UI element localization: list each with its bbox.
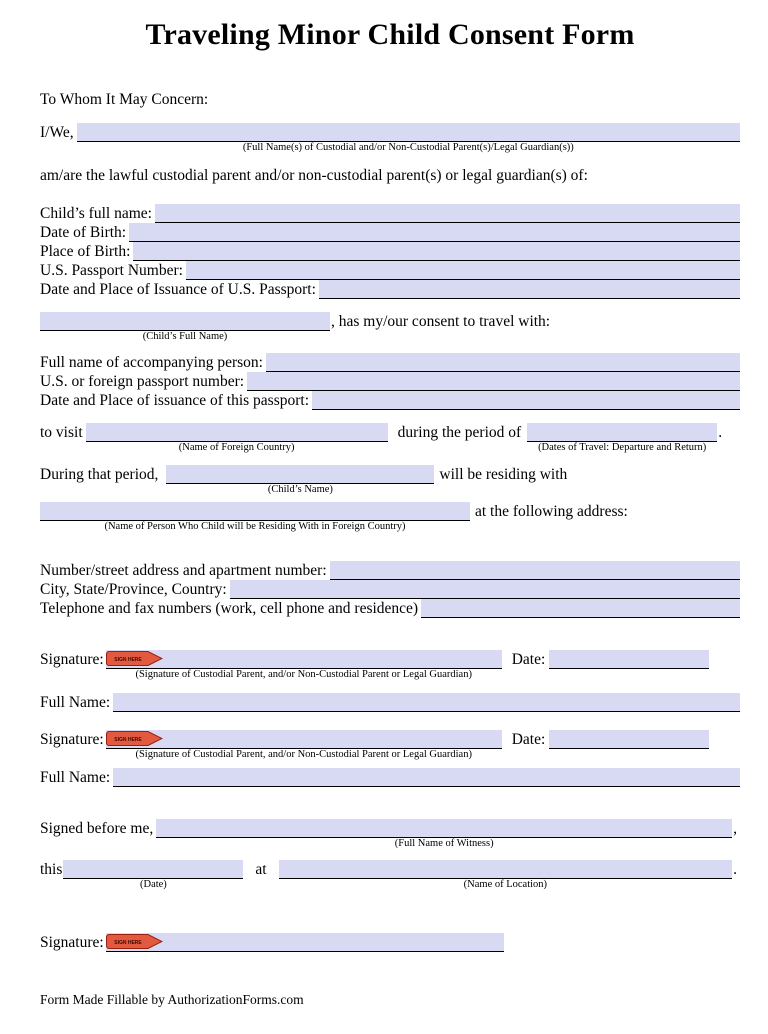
accompanying-block bbox=[40, 353, 740, 410]
signature-row-1 bbox=[40, 650, 740, 680]
dob-row bbox=[40, 223, 740, 242]
pob-field[interactable] bbox=[133, 242, 740, 261]
passport-number-label: U.S. Passport Number: bbox=[40, 262, 183, 279]
footer-credit: Form Made Fillable by AuthorizationForms.com bbox=[40, 992, 304, 1007]
address-block bbox=[40, 561, 740, 618]
full-name-field-1[interactable] bbox=[113, 693, 740, 712]
consent-row bbox=[40, 312, 740, 342]
parent-name-row bbox=[40, 123, 740, 153]
residing-suffix: will be residing with bbox=[439, 466, 568, 483]
accompanying-passport-label: U.S. or foreign passport number: bbox=[40, 373, 245, 390]
final-signature-field[interactable] bbox=[106, 933, 504, 952]
accompanying-name-row bbox=[40, 353, 740, 372]
full-name-field-2[interactable] bbox=[113, 768, 740, 787]
telephone-row bbox=[40, 599, 740, 618]
travel-dates-field[interactable] bbox=[527, 423, 717, 453]
to-visit-label: to visit bbox=[40, 424, 83, 441]
street-address-label: Number/street address and apartment number: bbox=[40, 562, 327, 579]
residing-person-row bbox=[40, 502, 740, 532]
telephone-field[interactable] bbox=[421, 599, 740, 618]
sign-here-tab-1[interactable] bbox=[106, 651, 163, 666]
location-period: . bbox=[733, 861, 737, 878]
during-that-period-label: During that period, bbox=[40, 466, 159, 483]
witness-comma: , bbox=[733, 820, 737, 837]
this-label: this bbox=[40, 861, 63, 878]
residing-child-name-caption: (Child’s Name) bbox=[267, 484, 333, 495]
sign-here-text-1: SIGN HERE bbox=[113, 656, 142, 663]
witness-row bbox=[40, 819, 740, 849]
city-state-field[interactable] bbox=[230, 580, 740, 599]
location-caption: (Name of Location) bbox=[463, 879, 548, 890]
signature-field-2[interactable] bbox=[106, 730, 502, 760]
child-info-block bbox=[40, 204, 740, 299]
sign-here-tab-2[interactable] bbox=[106, 731, 163, 746]
guardian-statement: am/are the lawful custodial parent and/or non-custodial parent(s) or legal guardian(s) of: bbox=[40, 167, 588, 184]
signature-caption-2: (Signature of Custodial Parent, and/or Non-Custodial Parent or Legal Guardian) bbox=[135, 749, 472, 760]
residing-person-caption: (Name of Person Who Child will be Residing With in Foreign Country) bbox=[104, 521, 406, 532]
date-label-1: Date: bbox=[511, 651, 546, 668]
travel-row bbox=[40, 423, 740, 453]
full-name-row-1 bbox=[40, 693, 740, 712]
following-address-label: at the following address: bbox=[475, 503, 628, 520]
passport-issuance-label: Date and Place of Issuance of U.S. Passport: bbox=[40, 281, 316, 298]
street-address-row bbox=[40, 561, 740, 580]
dob-field[interactable] bbox=[129, 223, 740, 242]
accompanying-issuance-row bbox=[40, 391, 740, 410]
consent-child-name-field[interactable] bbox=[40, 312, 330, 342]
signature-label-1: Signature: bbox=[40, 651, 104, 668]
foreign-country-field[interactable] bbox=[86, 423, 388, 453]
passport-number-row bbox=[40, 261, 740, 280]
date-location-row bbox=[40, 860, 740, 890]
salutation: To Whom It May Concern: bbox=[40, 91, 209, 108]
date-field-2[interactable] bbox=[549, 730, 709, 749]
accompanying-name-field[interactable] bbox=[266, 353, 740, 372]
travel-dates-caption: (Dates of Travel: Departure and Return) bbox=[538, 442, 707, 453]
parent-name-field[interactable] bbox=[77, 123, 740, 153]
passport-issuance-row bbox=[40, 280, 740, 299]
date-label-2: Date: bbox=[511, 731, 546, 748]
passport-issuance-field[interactable] bbox=[319, 280, 740, 299]
witness-name-caption: (Full Name of Witness) bbox=[394, 838, 494, 849]
signature-field-1[interactable] bbox=[106, 650, 502, 680]
city-state-label: City, State/Province, Country: bbox=[40, 581, 227, 598]
full-name-label-2: Full Name: bbox=[40, 769, 111, 786]
consent-child-name-caption: (Child’s Full Name) bbox=[142, 331, 228, 342]
residing-child-name-field[interactable] bbox=[166, 465, 434, 495]
sign-here-tab-3[interactable] bbox=[106, 934, 163, 949]
city-state-row bbox=[40, 580, 740, 599]
full-name-row-2 bbox=[40, 768, 740, 787]
child-name-label: Child’s full name: bbox=[40, 205, 152, 222]
consent-suffix: , has my/our consent to travel with: bbox=[331, 313, 551, 330]
accompanying-issuance-label: Date and Place of issuance of this passport: bbox=[40, 392, 310, 409]
pob-label: Place of Birth: bbox=[40, 243, 131, 260]
parent-name-caption: (Full Name(s) of Custodial and/or Non-Custodial Parent(s)/Legal Guardian(s)) bbox=[242, 142, 574, 153]
sign-here-text-2: SIGN HERE bbox=[113, 736, 142, 743]
iwe-label: I/We, bbox=[40, 124, 74, 141]
at-label: at bbox=[255, 861, 267, 878]
full-name-label-1: Full Name: bbox=[40, 694, 111, 711]
signed-before-me-label: Signed before me, bbox=[40, 820, 154, 837]
residing-person-field[interactable] bbox=[40, 502, 470, 532]
accompanying-issuance-field[interactable] bbox=[312, 391, 740, 410]
during-period-label: during the period of bbox=[397, 424, 522, 441]
signature-caption-1: (Signature of Custodial Parent, and/or Non-Custodial Parent or Legal Guardian) bbox=[135, 669, 472, 680]
date-field-1[interactable] bbox=[549, 650, 709, 669]
final-signature-label: Signature: bbox=[40, 934, 104, 951]
signing-date-field[interactable] bbox=[63, 860, 243, 890]
signing-date-caption: (Date) bbox=[139, 879, 167, 890]
location-field[interactable] bbox=[279, 860, 733, 890]
accompanying-name-label: Full name of accompanying person: bbox=[40, 354, 263, 371]
child-name-row bbox=[40, 204, 740, 223]
residing-child-row bbox=[40, 465, 740, 495]
accompanying-passport-row bbox=[40, 372, 740, 391]
signature-row-2 bbox=[40, 730, 740, 760]
final-signature-row bbox=[40, 933, 740, 952]
dob-label: Date of Birth: bbox=[40, 224, 127, 241]
signature-label-2: Signature: bbox=[40, 731, 104, 748]
street-address-field[interactable] bbox=[330, 561, 740, 580]
telephone-label: Telephone and fax numbers (work, cell phone and residence) bbox=[40, 600, 419, 617]
pob-row bbox=[40, 242, 740, 261]
page-title: Traveling Minor Child Consent Form bbox=[145, 18, 635, 51]
sign-here-text-3: SIGN HERE bbox=[113, 939, 142, 946]
witness-name-field[interactable] bbox=[156, 819, 732, 849]
child-name-field[interactable] bbox=[155, 204, 740, 223]
travel-period-punct: . bbox=[718, 424, 723, 441]
passport-number-field[interactable] bbox=[186, 261, 740, 280]
accompanying-passport-field[interactable] bbox=[247, 372, 740, 391]
foreign-country-caption: (Name of Foreign Country) bbox=[178, 442, 295, 453]
